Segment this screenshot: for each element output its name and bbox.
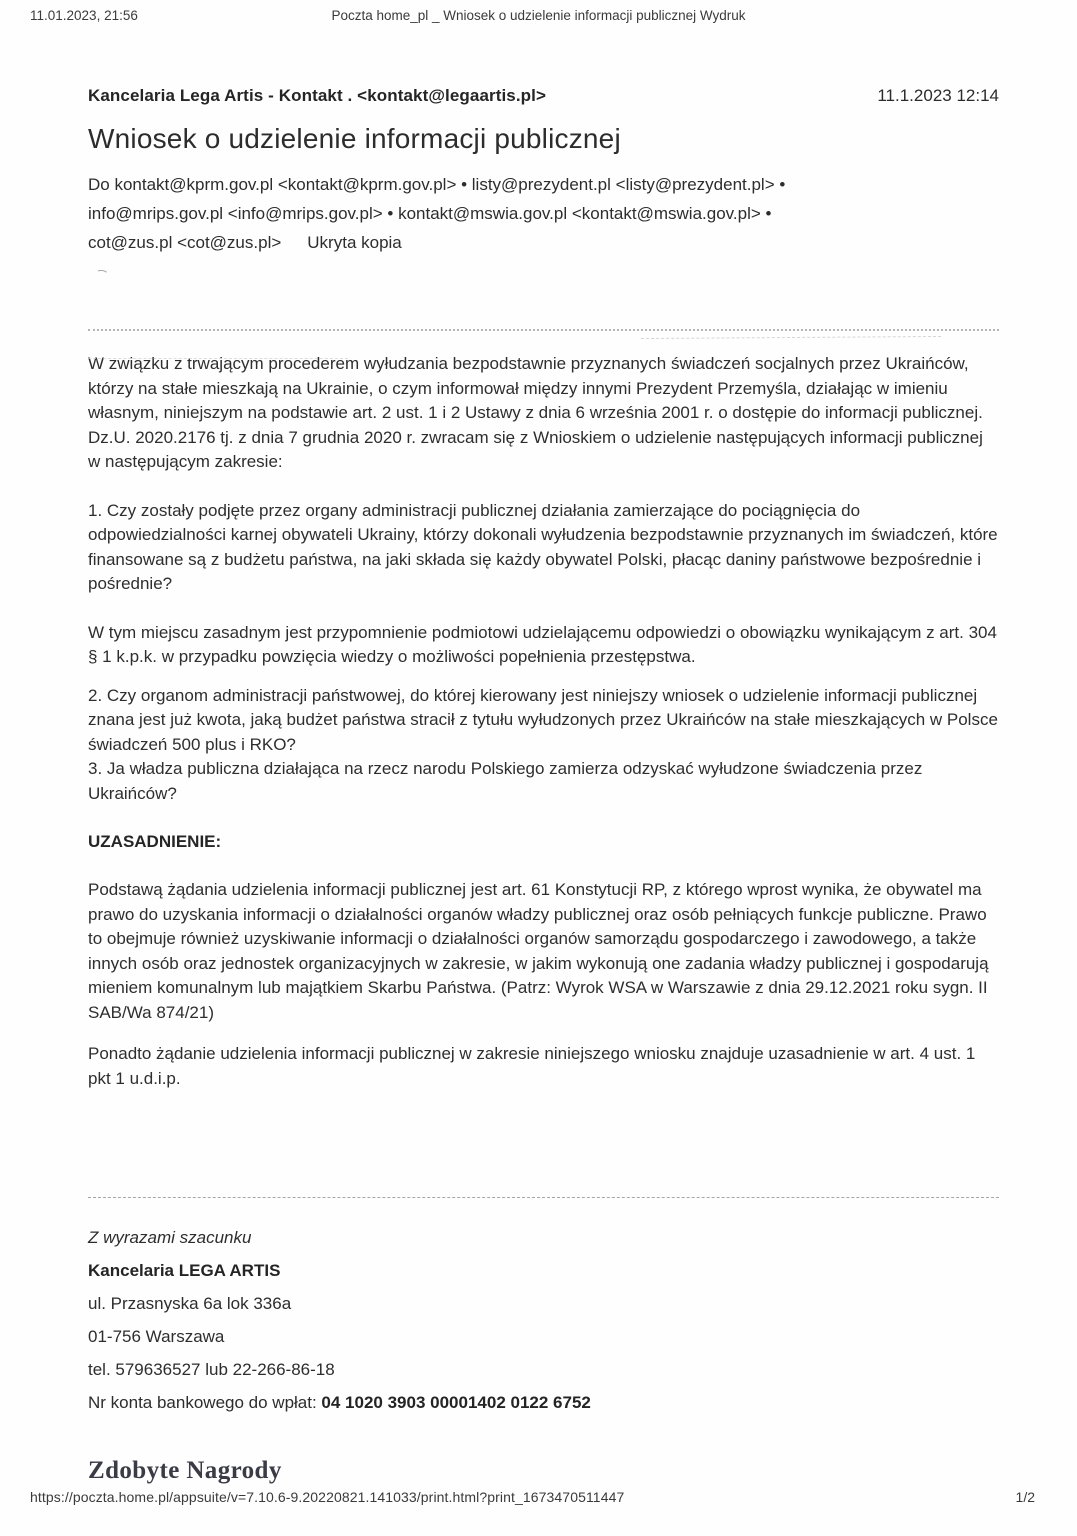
page-number: 1/2 <box>1015 1489 1035 1505</box>
awards-heading: Zdobyte Nagrody <box>88 1457 282 1484</box>
company-name: Kancelaria LEGA ARTIS <box>88 1261 281 1280</box>
sender-row <box>88 86 999 106</box>
print-timestamp: 11.01.2023, 21:56 <box>30 8 138 23</box>
closing-line: Z wyrazami szacunku <box>88 1228 252 1247</box>
print-document-title: Poczta home_pl _ Wniosek o udzielenie informacji publicznej Wydruk <box>331 8 746 23</box>
body-signature-divider <box>88 1197 999 1198</box>
print-header <box>30 8 1047 28</box>
header-body-divider <box>88 329 999 331</box>
signature-block <box>88 1227 999 1485</box>
footer-url: https://poczta.home.pl/appsuite/v=7.10.6-9.20220821.141033/print.html?print_1673470511447 <box>30 1489 625 1505</box>
bank-account-number: 04 1020 3903 00001402 0122 6752 <box>321 1393 591 1412</box>
scan-artifact-curl <box>96 269 109 278</box>
recipients-line-2: info@mrips.gov.pl <info@mrips.gov.pl> • kontakt@mswia.gov.pl <kontakt@mswia.gov.pl> • <box>88 204 772 223</box>
paragraph-udip-basis: Ponadto żądanie udzielenia informacji publicznej w zakresie niniejszego wniosku znajduje uzasadnienie w art. 4 ust. 1 pkt 1 u.d.i.p. <box>88 1044 976 1088</box>
paragraph-intro: W związku z trwającym procederem wyłudzania bezpodstawnie przyznanych świadczeń socjalnych przez Ukraińców, którzy na stałe mieszkają na Ukrainie, o czym informował między innymi Prezydent Przemyśla, działając w imieniu własnym, niniejszym na podstawie art. 2 ust. 1 i 2 Ustawy z dnia 6 września 2001 r. o dostępie do informacji publicznej. Dz.U. 2020.2176 tj. z dnia 7 grudnia 2020 r. zwracam się z Wnioskiem o udzielenie następujących informacji publicznej w następującym zakresie: <box>88 354 983 471</box>
recipient-bcc-address: cot@zus.pl <cot@zus.pl> <box>88 233 282 252</box>
scan-artifact-smudge <box>641 336 941 340</box>
email-content <box>88 86 999 1485</box>
question-item-3: 3. Ja władza publiczna działająca na rzecz narodu Polskiego zamierza odzyskać wyłudzone świadczenia przez Ukraińców? <box>88 759 923 803</box>
recipients-block <box>88 170 999 286</box>
paragraph-justification: Podstawą żądania udzielenia informacji publicznej jest art. 61 Konstytucji RP, z którego wprost wynika, że obywatel ma prawo do uzyskania informacji o działalności organów władzy publicznej oraz osób pełniących funkcje publiczne. Prawo to obejmuje również uzyskiwanie informacji o działalności organów samorządu gospodarczego i zawodowego, a także innych osób oraz jednostek organizacyjnych w zakresie, w jakim wykonują one zadania władzy publicznej i gospodarują mieniem komunalnym lub majątkiem Skarbu Państwa. (Patrz: Wyrok WSA w Warszawie z dnia 29.12.2021 roku sygn. II SAB/Wa 874/21) <box>88 880 989 1022</box>
bank-account-label: Nr konta bankowego do wpłat: <box>88 1393 322 1412</box>
sent-date: 11.1.2023 12:14 <box>877 86 999 105</box>
question-item-1: 1. Czy zostały podjęte przez organy administracji publicznej działania zamierzające do pociągnięcia do odpowiedzialności karnej obywateli Ukrainy, którzy dokonali wyłudzenia bezpodstawnie przyznanych im świadczeń, które finansowane są z budżetu państwa, na jaki składa się każdy obywatel Polski, płacąc daniny państwowe bezpośrednie i pośrednie? <box>88 500 998 593</box>
scan-artifact-smudge <box>88 358 348 360</box>
bcc-label: Ukryta kopia <box>307 233 402 252</box>
recipients-line-1: Do kontakt@kprm.gov.pl <kontakt@kprm.gov.pl> • listy@prezydent.pl <listy@prezydent.pl> • <box>88 175 786 194</box>
question-item-2: 2. Czy organom administracji państwowej, do której kierowany jest niniejszy wniosek o udzielenie informacji publicznej znana jest już kwota, jaką budżet państwa stracił z tytułu wyłudzonych przez Ukraińców na stałe mieszkających w Polsce świadczeń 500 plus i RKO? <box>88 685 998 754</box>
paragraph-kpk-reminder: W tym miejscu zasadnym jest przypomnienie podmiotowi udzielającemu odpowiedzi o obowiązku wynikającym z art. 304 § 1 k.p.k. w przypadku powzięcia wiedzy o możliwości popełnienia przestępstwa. <box>88 622 997 666</box>
sender-name: Kancelaria Lega Artis - Kontakt . <kontakt@legaartis.pl> <box>88 86 547 105</box>
justification-heading: UZASADNIENIE: <box>88 832 222 851</box>
subject-title: Wniosek o udzielenie informacji publicznej <box>88 123 621 154</box>
print-footer <box>30 1489 1035 1505</box>
bank-account-line <box>88 1392 999 1413</box>
address-street: ul. Przasnyska 6a lok 336a <box>88 1294 292 1313</box>
recipients-line-3 <box>88 228 999 257</box>
address-city: 01-756 Warszawa <box>88 1327 225 1346</box>
email-body <box>88 352 999 1091</box>
phone-line: tel. 579636527 lub 22-266-86-18 <box>88 1360 335 1379</box>
